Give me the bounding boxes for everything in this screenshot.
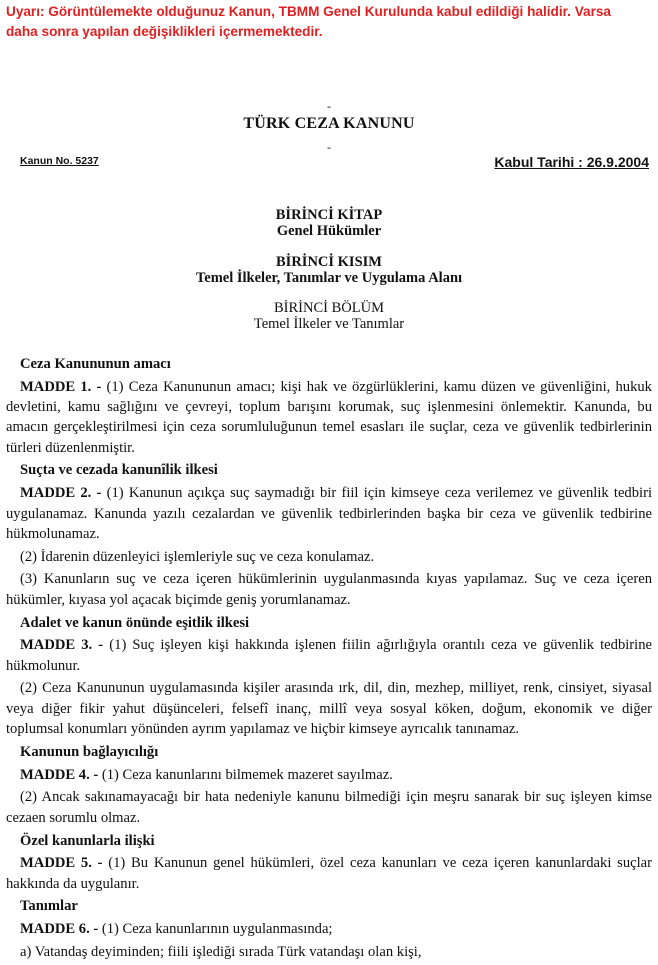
law-body xyxy=(6,354,652,965)
article-1-label: MADDE 1. - xyxy=(20,378,102,395)
article-3-label: MADDE 3. - xyxy=(20,637,104,654)
article-5-heading: Özel kanunlarla ilişki xyxy=(20,832,155,849)
article-1-heading: Ceza Kanununun amacı xyxy=(20,356,171,372)
article-4-label: MADDE 4. - xyxy=(20,766,99,783)
article-2-paragraph-3: (3) Kanunların suç ve ceza içeren hükümlerinin uygulanmasında kıyas yapılamaz. Suç ve ceza içeren hükümler, kıyasa yol açacak biçimde geniş yorumlanamaz. xyxy=(6,571,652,608)
article-4-paragraph-1 xyxy=(6,765,652,785)
warning-notice: Uyarı: Görüntülemekte olduğunuz Kanun, TBMM Genel Kurulunda kabul edildiği halidir. Varsa daha sonra yapılan değişiklikleri içermemektedir. xyxy=(6,4,611,39)
title-dash-top: - xyxy=(327,99,331,113)
article-5-paragraph-1 xyxy=(6,853,652,894)
acceptance-date: Kabul Tarihi : 26.9.2004 xyxy=(494,154,649,170)
book-title: BİRİNCİ KİTAP xyxy=(275,207,383,223)
article-4-text: (1) Ceza kanunlarını bilmemek mazeret sayılmaz. xyxy=(98,766,393,783)
part-title: BİRİNCİ KISIM xyxy=(276,254,382,270)
article-1-text: (1) Ceza Kanununun amacı; kişi hak ve özgürlüklerini, kamu düzen ve güvenliğini, hukuk devletini, kamu sağlığını ve çevreyi, toplum barışını korumak, suç işlenmesini önlemektir. Kanunda, bu amacın gerçekleştirilmesi için ceza sorumluluğunun temel esasları ile suçlar, ceza ve güvenlik tedbirlerinin türleri düzenlenmiştir. xyxy=(6,378,652,456)
article-5-label: MADDE 5. - xyxy=(20,855,103,872)
article-2-paragraph-1 xyxy=(6,483,652,544)
article-3-paragraph-2: (2) Ceza Kanununun uygulamasında kişiler arasında ırk, dil, din, mezhep, milliyet, renk, cinsiyet, siyasal veya diğer fikir yahut düşünceleri, felsefî inanç, millî veya sosyal köken, doğum, ekonomik ve diğer toplumsal konumları yönünden ayrım yapılamaz ve hiçbir kimseye ayrıcalık tanınamaz. xyxy=(6,680,652,738)
article-6-heading: Tanımlar xyxy=(20,898,78,915)
article-6-paragraph-1 xyxy=(6,919,652,939)
chapter-title: BİRİNCİ BÖLÜM xyxy=(274,300,384,316)
article-4-heading: Kanunun bağlayıcılığı xyxy=(20,743,159,760)
article-2-paragraph-2: (2) İdarenin düzenleyici işlemleriyle suç ve ceza konulamaz. xyxy=(20,548,375,565)
article-3-paragraph-1 xyxy=(6,635,652,676)
law-title: TÜRK CEZA KANUNU xyxy=(243,115,415,132)
article-2-heading: Suçta ve cezada kanunîlik ilkesi xyxy=(20,462,218,479)
article-2-label: MADDE 2. - xyxy=(20,485,102,502)
article-6-label: MADDE 6. - xyxy=(20,921,99,938)
article-6-paragraph-2: a) Vatandaş deyiminden; fiili işlediği sırada Türk vatandaşı olan kişi, xyxy=(20,944,422,961)
chapter-subtitle: Temel İlkeler ve Tanımlar xyxy=(253,316,405,332)
article-4-paragraph-2: (2) Ancak sakınamayacağı bir hata nedeniyle kanunu bilmediği için meşru sanarak bir suç işleyen kimse cezaen sorumlu olmaz. xyxy=(6,789,652,826)
article-5-text: (1) Bu Kanunun genel hükümleri, özel ceza kanunları ve ceza içeren kanunlardaki suçlar hakkında da uygulanır. xyxy=(6,855,652,892)
article-2-text: (1) Kanunun açıkça suç saymadığı bir fiil için kimseye ceza verilemez ve güvenlik tedbiri uygulanamaz. Kanunda yazılı cezalardan ve güvenlik tedbirlerinden başka bir ceza ve güvenlik tedbirine hükmolunamaz. xyxy=(6,485,652,542)
law-number: Kanun No. 5237 xyxy=(20,155,99,167)
article-6-text: (1) Ceza kanunlarının uygulanmasında; xyxy=(98,921,333,938)
article-3-text: (1) Suç işleyen kişi hakkında işlenen fiilin ağırlığıyla orantılı ceza ve güvenlik tedbirine hükmolunur. xyxy=(6,637,652,674)
article-1-paragraph-1 xyxy=(6,377,652,458)
title-dash-bottom: - xyxy=(327,140,331,154)
article-3-heading: Adalet ve kanun önünde eşitlik ilkesi xyxy=(20,614,250,631)
part-subtitle: Temel İlkeler, Tanımlar ve Uygulama Alanı xyxy=(195,270,463,286)
book-subtitle: Genel Hükümler xyxy=(276,223,382,239)
